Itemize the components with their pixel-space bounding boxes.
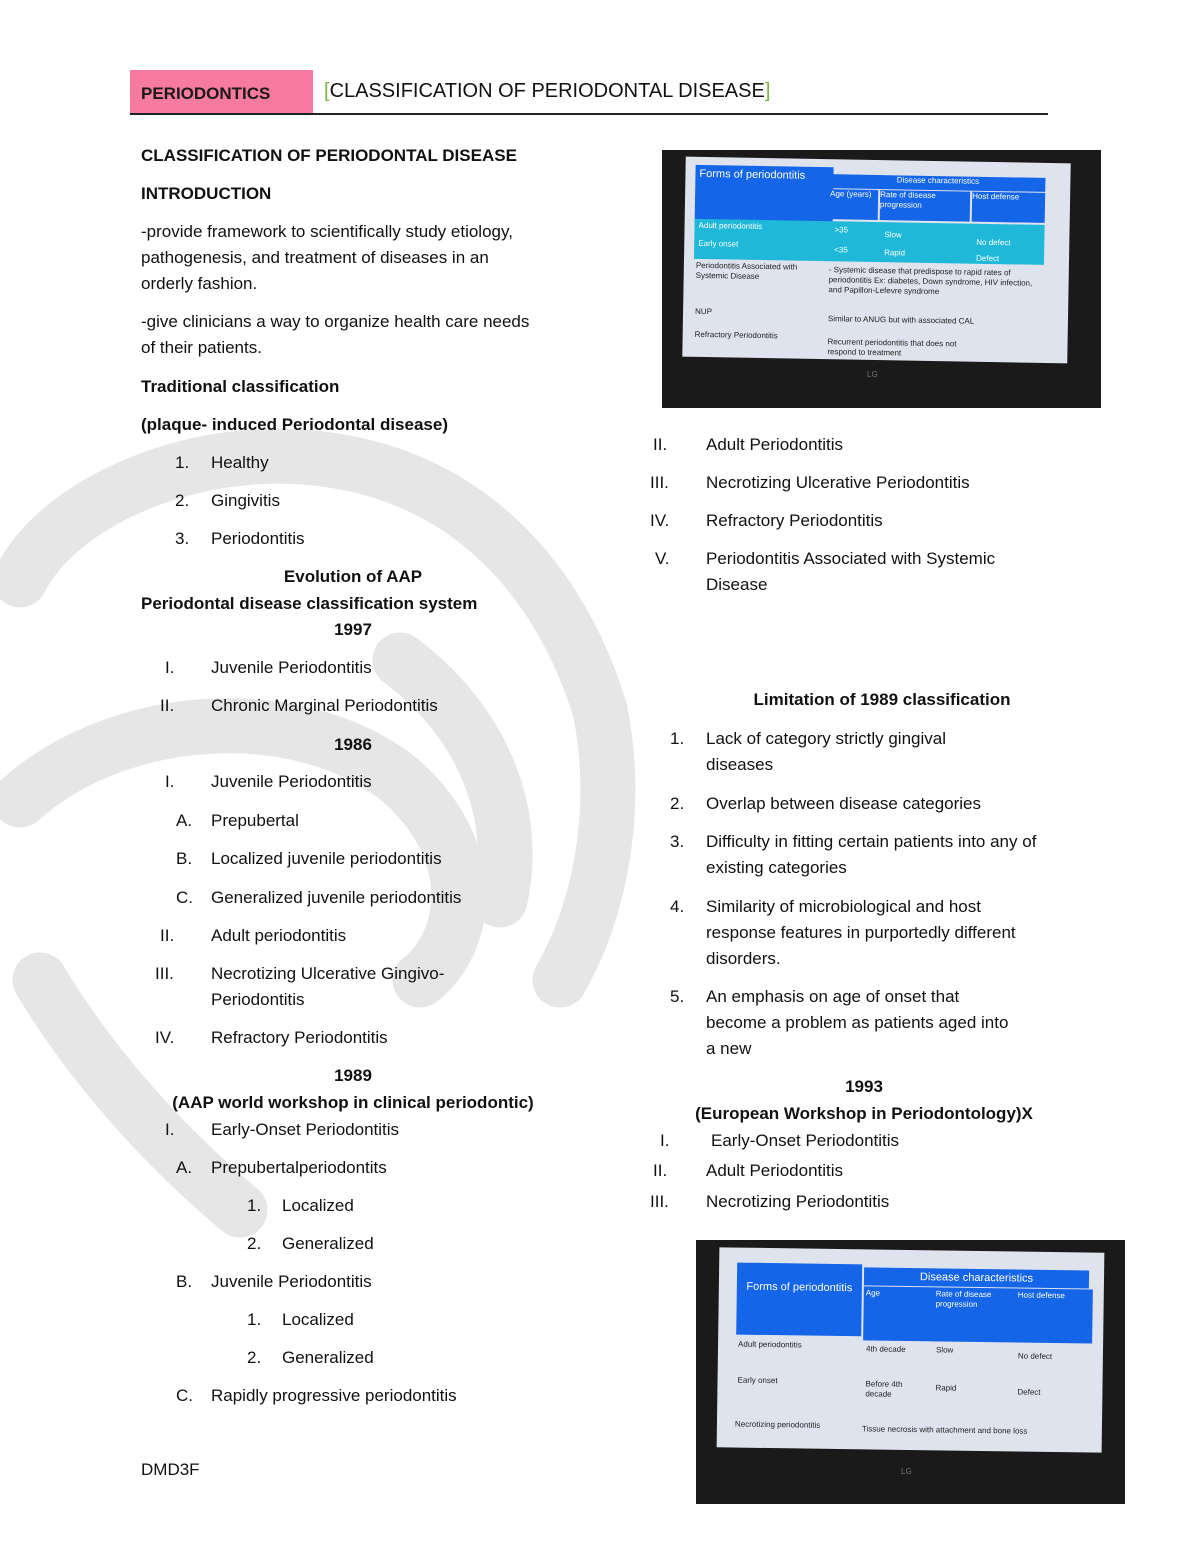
text-label: Adult periodontitis xyxy=(738,1339,802,1350)
text-label: - Systemic disease that predispose to rapid rates of periodontitis Ex: diabetes, Down syndrome, HIV infection, and Papillon-Lefevre syndrome xyxy=(828,265,1033,297)
intro-paragraph-1: -provide framework to scientifically study etiology, pathogenesis, and treatment of diseases in an orderly fashion. xyxy=(141,222,513,293)
list-marker: II. xyxy=(160,926,175,945)
text-label: Juvenile Periodontitis xyxy=(211,1272,372,1291)
list-marker: C. xyxy=(176,888,193,907)
workshop-1989: (AAP world workshop in clinical periodontic) xyxy=(172,1093,534,1112)
text-label: Adult Periodontitis xyxy=(706,1161,844,1180)
tv-brand-logo: LG xyxy=(901,1467,912,1476)
list-marker: III. xyxy=(650,473,669,492)
text-label: Generalized xyxy=(282,1348,374,1367)
text-label: Rate of disease progression xyxy=(880,190,971,222)
list-marker: 3. xyxy=(175,529,190,548)
text-label: Forms of periodontitis xyxy=(736,1263,862,1337)
plaque-subheading: (plaque- induced Periodontal disease) xyxy=(141,415,448,434)
text-label: 4th decade xyxy=(865,1344,906,1354)
slide-photo-1990s-classification xyxy=(662,150,1101,408)
text-label: Necrotizing Ulcerative Periodontitis xyxy=(706,473,970,492)
text-label: Disease characteristics xyxy=(864,1267,1089,1288)
year-1989: 1989 xyxy=(334,1066,372,1085)
text-label: Necrotizing Ulcerative Gingivo-Periodontitis xyxy=(211,964,445,1009)
list-marker: III. xyxy=(650,1192,669,1211)
text-label: Localized xyxy=(282,1196,354,1215)
text-label: Early-Onset Periodontitis xyxy=(211,1120,400,1139)
text-label: Defect xyxy=(975,253,1000,264)
evolution-subheading: Periodontal disease classification system xyxy=(141,594,478,613)
list-marker: 1. xyxy=(247,1310,262,1329)
list-marker: II. xyxy=(653,435,668,454)
list-marker: I. xyxy=(165,1120,175,1139)
text-label: Juvenile Periodontitis xyxy=(211,772,372,791)
text-label: Lack of category strictly gingival diseases xyxy=(706,729,946,774)
tv-brand-logo: LG xyxy=(867,370,878,379)
subject-label xyxy=(130,70,313,114)
list-marker: IV. xyxy=(650,511,670,530)
text-label: Similarity of microbiological and host response features in purportedly different disorders. xyxy=(706,897,1016,968)
text-label: No defect xyxy=(976,237,1011,248)
list-marker: 2. xyxy=(175,491,190,510)
list-marker: B. xyxy=(176,1272,193,1291)
list-marker: 2. xyxy=(670,794,685,813)
text-label: Prepubertal xyxy=(211,811,299,830)
watermark-logo xyxy=(0,380,700,1280)
text-label: NUP xyxy=(694,306,713,317)
list-marker: 1. xyxy=(247,1196,262,1215)
list-marker: C. xyxy=(176,1386,193,1405)
evolution-heading: Evolution of AAP xyxy=(283,567,423,586)
text-label: Periodontitis xyxy=(211,529,305,548)
text-label: Host defense xyxy=(972,192,1046,223)
text-label: Early onset xyxy=(698,238,739,249)
text-label: >35 xyxy=(834,225,849,235)
text-label: Recurrent periodontitis that does not respond to treatment xyxy=(827,337,957,358)
footer-label: DMD3F xyxy=(141,1460,200,1479)
text-label: Slow xyxy=(884,230,902,240)
list-marker: 2. xyxy=(247,1234,262,1253)
text-label: Healthy xyxy=(211,453,269,472)
text-label: Chronic Marginal Periodontitis xyxy=(211,696,438,715)
text-label: Rate of disease progression xyxy=(933,1287,1018,1342)
text-label: [ xyxy=(324,80,330,102)
text-label: Before 4th decade xyxy=(865,1379,903,1399)
list-marker: A. xyxy=(176,1158,193,1177)
slide-photo-1993-classification xyxy=(696,1240,1125,1504)
text-label: No defect xyxy=(1017,1351,1053,1361)
text-label: Difficulty in fitting certain patients into any of existing categories xyxy=(706,832,1037,877)
text-label: Adult periodontitis xyxy=(698,220,763,231)
text-label: Generalized xyxy=(282,1234,374,1253)
list-marker: 1. xyxy=(175,453,190,472)
year-1997: 1997 xyxy=(334,620,372,639)
text-label: Localized xyxy=(282,1310,354,1329)
list-marker: 3. xyxy=(670,832,685,851)
text-label: Age (years) xyxy=(830,189,879,220)
list-marker: 5. xyxy=(670,987,685,1006)
text-label: Adult Periodontitis xyxy=(706,435,844,454)
text-label: Rapid xyxy=(884,248,906,258)
list-marker: 2. xyxy=(247,1348,262,1367)
text-label: Defect xyxy=(1017,1387,1041,1397)
year-1993: 1993 xyxy=(845,1077,883,1096)
text-label: Disease characteristics xyxy=(830,174,1045,192)
text-label: Forms of periodontitis xyxy=(695,165,834,225)
text-label: An emphasis on age of onset that become a problem as patients aged into a new xyxy=(706,987,1009,1058)
text-label: Necrotizing periodontitis xyxy=(734,1419,821,1430)
text-label: Early-Onset Periodontitis xyxy=(711,1131,900,1150)
list-marker: 4. xyxy=(670,897,685,916)
text-label: Slow xyxy=(935,1345,954,1355)
limitation-heading: Limitation of 1989 classification xyxy=(753,690,1011,709)
text-label: Periodontitis Associated with Systemic Disease xyxy=(695,260,798,281)
workshop-1993: (European Workshop in Periodontology)X xyxy=(695,1104,1033,1123)
list-marker: III. xyxy=(155,964,174,983)
text-label: Host defense xyxy=(1015,1288,1093,1343)
text-label: Rapid xyxy=(935,1383,957,1393)
text-label: Prepubertalperiodontits xyxy=(211,1158,387,1177)
list-marker: I. xyxy=(165,772,175,791)
text-label: Adult periodontitis xyxy=(211,926,347,945)
page-header-title xyxy=(324,80,770,103)
text-label: Refractory Periodontitis xyxy=(694,329,778,341)
year-1986: 1986 xyxy=(334,735,372,754)
list-marker: II. xyxy=(653,1161,668,1180)
intro-paragraph-2: -give clinicians a way to organize health care needs of their patients. xyxy=(141,312,530,357)
text-label: Necrotizing Periodontitis xyxy=(706,1192,890,1211)
text-label: ] xyxy=(764,80,771,102)
traditional-heading: Traditional classification xyxy=(141,377,340,396)
text-label: PERIODONTICS xyxy=(141,84,271,103)
list-marker: I. xyxy=(660,1131,670,1150)
text-label: Refractory Periodontitis xyxy=(706,511,883,530)
section-heading: CLASSIFICATION OF PERIODONTAL DISEASE xyxy=(141,146,517,165)
text-label: CLASSIFICATION OF PERIODONTAL DISEASE xyxy=(329,80,765,102)
text-label: Refractory Periodontitis xyxy=(211,1028,388,1047)
list-marker: IV. xyxy=(155,1028,175,1047)
text-label: Generalized juvenile periodontitis xyxy=(211,888,462,907)
text-label: Periodontitis Associated with Systemic Disease xyxy=(706,549,996,594)
text-label: Early onset xyxy=(737,1375,778,1386)
text-label: Localized juvenile periodontitis xyxy=(211,849,442,868)
list-marker: 1. xyxy=(670,729,685,748)
text-label: Rapidly progressive periodontitis xyxy=(211,1386,457,1405)
text-label: <35 xyxy=(834,245,848,255)
text-label: Overlap between disease categories xyxy=(706,794,981,813)
list-marker: A. xyxy=(176,811,193,830)
intro-heading: INTRODUCTION xyxy=(141,184,272,203)
header-divider xyxy=(130,113,1048,115)
list-marker: V. xyxy=(655,549,670,568)
text-label: Age xyxy=(863,1286,936,1341)
list-marker: I. xyxy=(165,658,175,677)
list-marker: B. xyxy=(176,849,193,868)
text-label: Gingivitis xyxy=(211,491,280,510)
text-label: Tissue necrosis with attachment and bone loss xyxy=(861,1424,1028,1436)
text-label: Similar to ANUG but with associated CAL xyxy=(827,314,975,326)
list-marker: II. xyxy=(160,696,175,715)
text-label: Juvenile Periodontitis xyxy=(211,658,372,677)
